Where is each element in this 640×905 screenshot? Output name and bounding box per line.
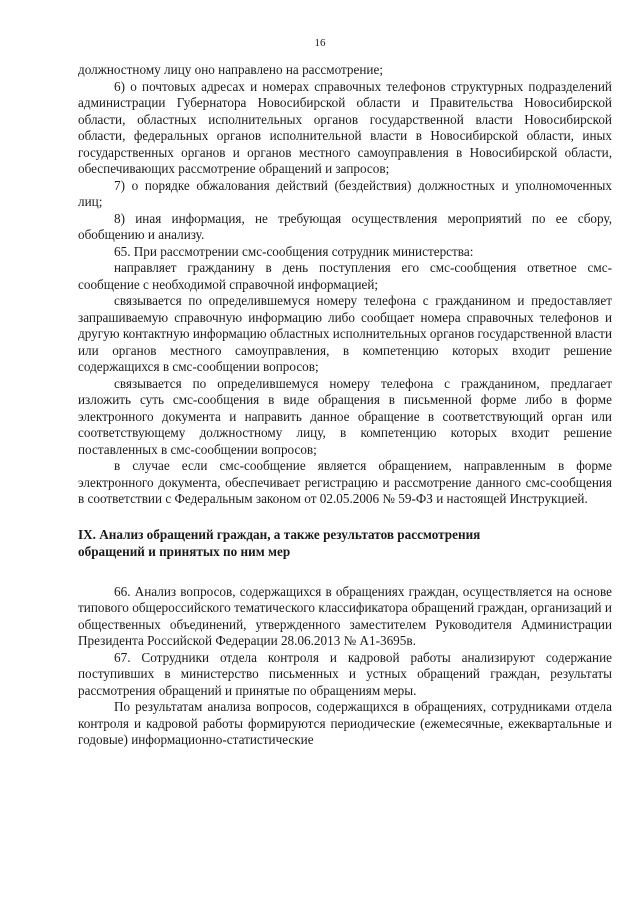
- section-heading-line-1: IX. Анализ обращений граждан, а также результатов рассмотрения: [78, 526, 481, 542]
- paragraph-continuation: должностному лицу оно направлено на рассмотрение;: [78, 62, 383, 77]
- section-heading-line-2: обращений и принятых по ним мер: [78, 543, 291, 559]
- list-item-8: 8) иная информация, не требующая осуществления мероприятий по ее сбору, обобщению и анализу.: [78, 210, 612, 242]
- spacer: [78, 560, 612, 584]
- paragraph-65: 65. При рассмотрении смс-сообщения сотрудник министерства:: [114, 243, 474, 259]
- page-number: 16: [314, 37, 326, 49]
- section-heading: [78, 526, 612, 560]
- paragraph-65-item-2: связывается по определившемуся номеру телефона с гражданином и предоставляет запрашиваемую справочную информацию либо сообщает номера справочных телефонов и другую контактную информацию областных исполнительных органов государственной власти или органов местного самоуправления, в компетенцию которых входит решение содержащихся в смс-сообщении вопросов;: [78, 293, 612, 374]
- paragraph-65-item-3: связывается по определившемуся номеру телефона с гражданином, предлагает изложить суть смс-сообщения в виде обращения в письменной форме либо в форме электронного документа и направить данное обращение в соответствующий орган или соответствующему должностному лицу, в компетенцию которых входит решение поставленных в смс-сообщении вопросов;: [78, 375, 612, 457]
- spacer: [78, 508, 612, 526]
- paragraph-67: 67. Сотрудники отдела контроля и кадровой работы анализируют содержание поступивших в министерство письменных и устных обращений граждан, результаты рассмотрения обращений и принятые по обращениям меры.: [78, 649, 612, 698]
- list-item-6: 6) о почтовых адресах и номерах справочных телефонов структурных подразделений администрации Губернатора Новосибирской области и Правительства Новосибирской области, областных исполнительных органов государственной власти Новосибирской области, федеральных органов исполнительной власти в Новосибирской области, иных государственных органов и органов местного самоуправления в Новосибирской области, обеспечивающих рассмотрение обращений и запросов;: [78, 78, 612, 176]
- paragraph-results: По результатам анализа вопросов, содержащихся в обращениях, сотрудниками отдела контроля и кадровой работы формируются периодические (ежемесячные, ежеквартальные и годовые) информационно-статистические: [78, 699, 612, 747]
- list-item-7: 7) о порядке обжалования действий (бездействия) должностных и уполномоченных лиц;: [78, 177, 612, 209]
- document-body: [78, 62, 612, 749]
- paragraph-65-item-4: в случае если смс-сообщение является обращением, направленным в форме электронного документа, обеспечивает регистрацию и рассмотрение данного смс-сообщения в соответствии с Федеральным законом от 02.05.2006 № 59-ФЗ и настоящей Инструкцией.: [78, 458, 612, 506]
- paragraph-65-item-1: направляет гражданину в день поступления его смс-сообщения ответное смс-сообщение с необходимой справочной информацией;: [78, 260, 612, 292]
- paragraph-66: 66. Анализ вопросов, содержащихся в обращениях граждан, осуществляется на основе типового общероссийского тематического классификатора обращений граждан, организаций и общественных объединений, утвержденного заместителем Руководителя Администрации Президента Российской Федерации 28.06.2013 № А1-3695в.: [78, 583, 612, 648]
